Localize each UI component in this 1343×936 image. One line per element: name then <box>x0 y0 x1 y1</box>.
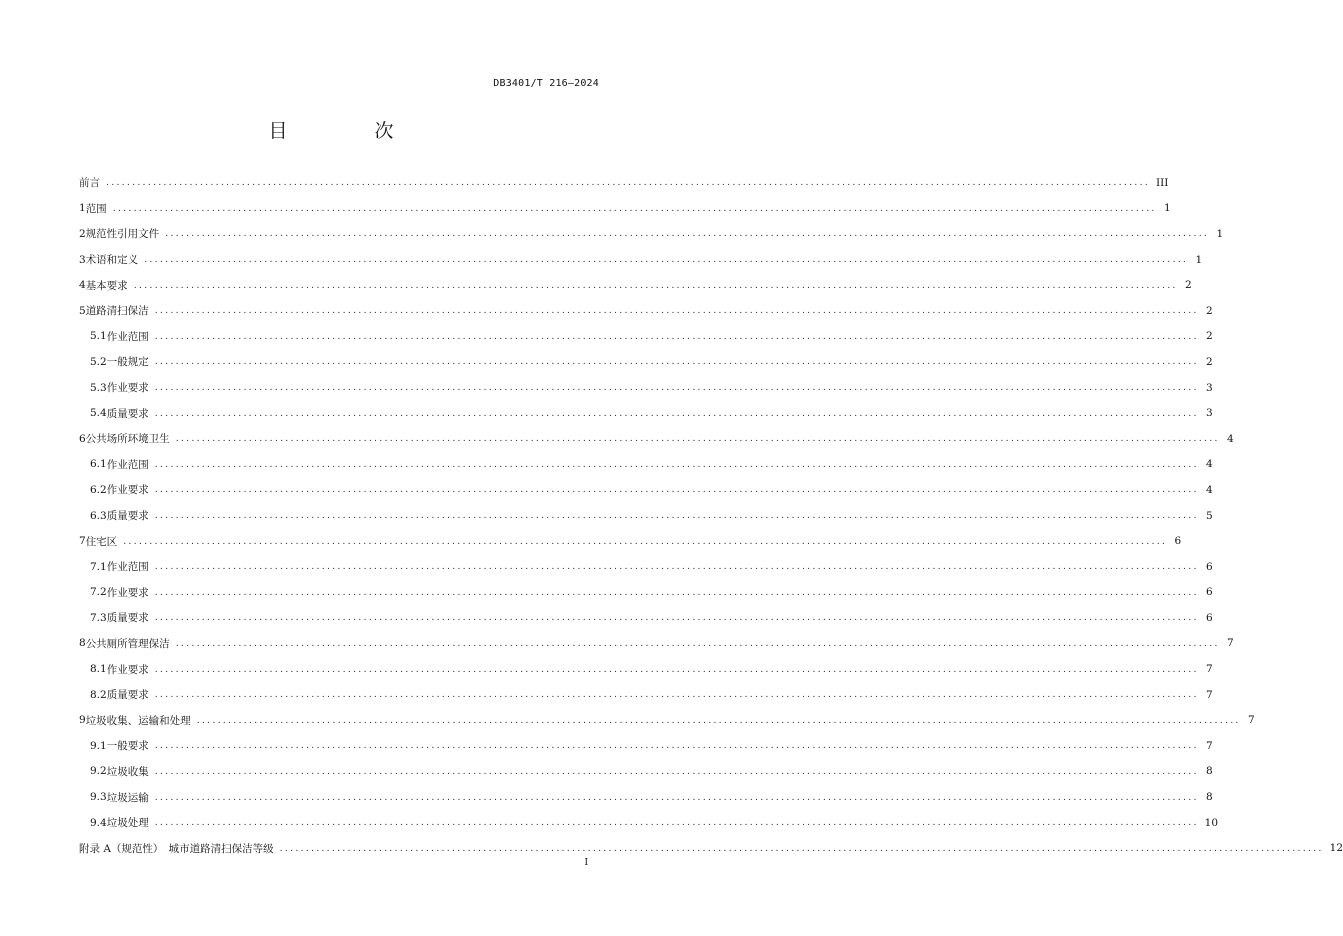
toc-entry-label: 质量要求 <box>106 407 149 420</box>
toc-entry-number: 3 <box>79 253 86 266</box>
table-of-contents <box>79 170 1343 861</box>
toc-entry-number: 7.2 <box>90 586 107 599</box>
toc-entry-page: 5 <box>1205 509 1213 522</box>
toc-entry-number: 9.4 <box>90 816 107 829</box>
toc-entry-label: 质量要求 <box>106 612 149 625</box>
dot-leader: ........................................................................................................................................................................................................ <box>154 817 1199 829</box>
toc-entry-page: 10 <box>1204 816 1219 829</box>
toc-entry-number: 9.3 <box>90 791 107 804</box>
toc-entry-page: 4 <box>1205 483 1213 496</box>
toc-entry-number: 5.2 <box>90 355 107 368</box>
dot-leader: ........................................................................................................................................................................................................ <box>154 484 1199 496</box>
toc-entry-page: 6 <box>1205 611 1213 624</box>
toc-entry-label: 公共场所环境卫生 <box>85 433 170 446</box>
dot-leader: ........................................................................................................................................................................................................ <box>154 740 1199 752</box>
dot-leader: ........................................................................................................................................................................................................ <box>154 689 1199 701</box>
dot-leader: ........................................................................................................................................................................................................ <box>154 356 1199 368</box>
toc-entry[interactable] <box>79 426 1234 452</box>
toc-entry-page: 6 <box>1174 535 1182 548</box>
toc-entry[interactable] <box>79 733 1213 759</box>
toc-entry-page: 6 <box>1205 560 1213 573</box>
toc-entry-page: 3 <box>1205 381 1213 394</box>
footer-page-number: I <box>584 858 588 868</box>
toc-entry-number: 7.1 <box>90 560 107 573</box>
toc-entry[interactable] <box>79 682 1213 708</box>
toc-entry-page: 8 <box>1205 791 1213 804</box>
toc-entry-page: 7 <box>1226 637 1234 650</box>
toc-entry-number: 8.2 <box>90 688 107 701</box>
dot-leader: ........................................................................................................................................................................................................ <box>154 791 1199 803</box>
toc-entry[interactable] <box>79 400 1213 426</box>
toc-entry-number: 9.2 <box>90 765 107 778</box>
toc-entry[interactable] <box>79 349 1213 375</box>
toc-entry-label: 公共厕所管理保洁 <box>85 637 170 650</box>
toc-entry-label: 作业要求 <box>106 484 149 497</box>
dot-leader: ........................................................................................................................................................................................................ <box>154 305 1199 317</box>
dot-leader: ........................................................................................................................................................................................................ <box>154 765 1199 777</box>
toc-entry-page: 1 <box>1216 227 1224 240</box>
toc-entry-label: 垃圾收集 <box>106 765 149 778</box>
dot-leader: ........................................................................................................................................................................................................ <box>154 458 1199 470</box>
toc-entry-number: 2 <box>79 227 86 240</box>
toc-entry-number: 1 <box>79 202 86 215</box>
dot-leader: ........................................................................................................................................................................................................ <box>154 612 1199 624</box>
toc-entry-page: 2 <box>1205 304 1213 317</box>
toc-entry[interactable] <box>79 272 1192 298</box>
toc-entry-label: 作业范围 <box>106 330 149 343</box>
toc-entry-page: 1 <box>1163 202 1171 215</box>
toc-entry-label: 附录 A（规范性） 城市道路清扫保洁等级 <box>79 842 274 855</box>
dot-leader: ........................................................................................................................................................................................................ <box>165 228 1210 240</box>
toc-entry[interactable] <box>79 452 1213 478</box>
toc-entry[interactable] <box>79 707 1255 733</box>
toc-entry-page: 7 <box>1205 663 1213 676</box>
toc-entry[interactable] <box>79 631 1234 657</box>
dot-leader: ........................................................................................................................................................................................................ <box>112 202 1157 214</box>
toc-entry-number: 6 <box>79 432 86 445</box>
toc-entry-page: 1 <box>1195 253 1203 266</box>
toc-entry-page: 4 <box>1205 458 1213 471</box>
toc-entry-label: 垃圾收集、运输和处理 <box>85 714 191 727</box>
toc-entry-number: 6.3 <box>90 509 107 522</box>
toc-entry[interactable] <box>79 580 1213 606</box>
toc-entry-number: 5 <box>79 304 86 317</box>
toc-entry-number: 9 <box>79 714 86 727</box>
toc-entry-label: 垃圾处理 <box>106 817 149 830</box>
dot-leader: ........................................................................................................................................................................................................ <box>175 433 1220 445</box>
toc-entry[interactable] <box>79 554 1213 580</box>
toc-entry-number: 5.1 <box>90 330 107 343</box>
toc-entry[interactable] <box>79 759 1213 785</box>
toc-entry-label: 住宅区 <box>85 535 118 548</box>
toc-entry[interactable] <box>79 170 1169 196</box>
toc-entry-label: 术语和定义 <box>85 254 139 267</box>
dot-leader: ........................................................................................................................................................................................................ <box>133 279 1178 291</box>
toc-entry[interactable] <box>79 477 1213 503</box>
toc-entry-label: 作业范围 <box>106 458 149 471</box>
toc-title: 目 次 <box>268 120 428 142</box>
toc-entry-label: 基本要求 <box>85 279 128 292</box>
toc-entry-number: 8.1 <box>90 663 107 676</box>
toc-entry-number: 7.3 <box>90 611 107 624</box>
toc-entry-page: 2 <box>1184 279 1192 292</box>
toc-entry[interactable] <box>79 221 1224 247</box>
toc-entry[interactable] <box>79 196 1171 222</box>
dot-leader: ........................................................................................................................................................................................................ <box>196 714 1241 726</box>
toc-entry[interactable] <box>79 375 1213 401</box>
toc-entry[interactable] <box>79 784 1213 810</box>
toc-entry[interactable] <box>79 605 1213 631</box>
dot-leader: ........................................................................................................................................................................................................ <box>279 842 1324 854</box>
dot-leader: ........................................................................................................................................................................................................ <box>154 663 1199 675</box>
toc-entry-label: 一般规定 <box>106 356 149 369</box>
toc-entry[interactable] <box>79 835 1343 861</box>
toc-entry[interactable] <box>79 324 1213 350</box>
dot-leader: ........................................................................................................................................................................................................ <box>154 330 1199 342</box>
toc-entry-page: 2 <box>1205 330 1213 343</box>
toc-entry-page: 8 <box>1205 765 1213 778</box>
dot-leader: ........................................................................................................................................................................................................ <box>106 177 1150 189</box>
dot-leader: ........................................................................................................................................................................................................ <box>144 254 1189 266</box>
dot-leader: ........................................................................................................................................................................................................ <box>154 586 1199 598</box>
toc-entry-number: 5.4 <box>90 407 107 420</box>
toc-entry[interactable] <box>79 298 1213 324</box>
toc-entry-number: 4 <box>79 279 86 292</box>
dot-leader: ........................................................................................................................................................................................................ <box>154 382 1199 394</box>
toc-entry-label: 范围 <box>85 202 107 215</box>
toc-entry[interactable] <box>79 656 1213 682</box>
toc-entry[interactable] <box>79 503 1213 529</box>
toc-entry[interactable] <box>79 528 1182 554</box>
toc-entry-label: 作业要求 <box>106 382 149 395</box>
dot-leader: ........................................................................................................................................................................................................ <box>154 561 1199 573</box>
dot-leader: ........................................................................................................................................................................................................ <box>175 637 1220 649</box>
toc-entry-label: 前言 <box>79 177 100 190</box>
toc-entry-page: III <box>1155 176 1169 189</box>
toc-entry-label: 质量要求 <box>106 510 149 523</box>
toc-entry-label: 作业要求 <box>106 663 149 676</box>
dot-leader: ........................................................................................................................................................................................................ <box>123 535 1168 547</box>
document-code: DB3401/T 216—2024 <box>493 78 599 89</box>
toc-entry-page: 7 <box>1247 714 1255 727</box>
toc-entry[interactable] <box>79 247 1203 273</box>
toc-entry-label: 一般要求 <box>106 740 149 753</box>
dot-leader: ........................................................................................................................................................................................................ <box>154 510 1199 522</box>
toc-entry-page: 7 <box>1205 688 1213 701</box>
toc-entry-number: 9.1 <box>90 739 107 752</box>
toc-entry-label: 质量要求 <box>106 689 149 702</box>
toc-entry[interactable] <box>79 810 1219 836</box>
toc-entry-page: 3 <box>1205 407 1213 420</box>
toc-entry-page: 6 <box>1205 586 1213 599</box>
toc-entry-number: 8 <box>79 637 86 650</box>
toc-entry-label: 垃圾运输 <box>106 791 149 804</box>
toc-entry-label: 规范性引用文件 <box>85 228 160 241</box>
toc-entry-page: 7 <box>1205 739 1213 752</box>
toc-entry-number: 5.3 <box>90 381 107 394</box>
toc-entry-number: 6.2 <box>90 483 107 496</box>
toc-entry-number: 7 <box>79 535 86 548</box>
toc-entry-label: 道路清扫保洁 <box>85 305 149 318</box>
toc-entry-label: 作业要求 <box>106 586 149 599</box>
toc-entry-page: 12 <box>1329 842 1343 855</box>
toc-entry-page: 2 <box>1205 355 1213 368</box>
toc-entry-label: 作业范围 <box>106 561 149 574</box>
toc-entry-number: 6.1 <box>90 458 107 471</box>
toc-entry-page: 4 <box>1226 432 1234 445</box>
dot-leader: ........................................................................................................................................................................................................ <box>154 407 1199 419</box>
